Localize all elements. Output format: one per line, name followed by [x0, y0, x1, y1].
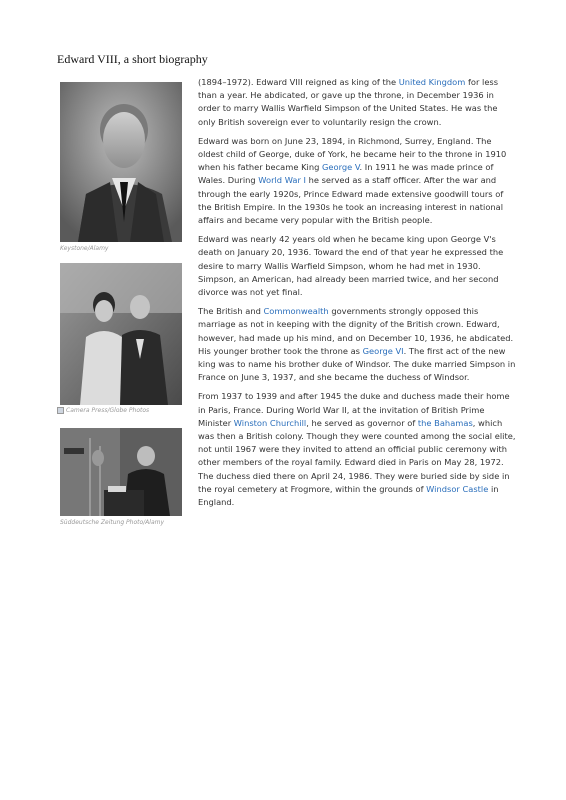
couple-photo — [60, 263, 182, 405]
photo-caption — [57, 407, 149, 414]
link-united-kingdom[interactable]: United Kingdom — [398, 77, 466, 87]
photo-caption: Süddeutsche Zeitung Photo/Alamy — [60, 519, 165, 526]
paragraph-text: , he served as governor of — [306, 417, 418, 428]
paragraph-text: , which was then a British colony. Though they were counted among the social elite, not until 1967 were they invited to attend an official public ceremony with other members of the royal family. Edward died in Paris on May 28, 1972. The duchess died there on April 24, 1986. They were buried side by side in the royal cemetery at Frogmore, within the grounds of — [198, 417, 516, 494]
couple-image — [60, 263, 182, 405]
paragraph-text: (1894–1972). Edward VIII reigned as king of the — [198, 77, 399, 87]
link-george-v[interactable]: George V — [322, 162, 360, 173]
link-world-war-i[interactable]: World War I — [258, 175, 306, 186]
paragraph-text: The British and — [198, 306, 264, 317]
paragraph-text: he served as a staff officer. After the war and through the early 1920s, Prince Edward made extensive goodwill tours of the British Empire. In the 1930s he took an increasing interest in national affairs and became very popular with the British people. — [198, 175, 504, 226]
biography-paragraph — [198, 390, 516, 509]
paragraph-text: governments strongly opposed this marriage as not in keeping with the dignity of the British crown. Edward, however, had made up his mind, and on December 10, 1936, he abdicated. His younger brother took the throne as — [198, 306, 514, 356]
broken-image-icon — [57, 407, 64, 414]
link-the-bahamas[interactable]: the Bahamas — [417, 417, 473, 428]
paragraph-text: Edward was born on June 23, 1894, in Richmond, Surrey, England. The oldest child of George, duke of York, he became heir to the throne in 1910 when his father became King — [198, 135, 507, 173]
paragraph-text: in England. — [198, 483, 499, 508]
biography-paragraph — [198, 76, 516, 129]
biography-paragraph — [198, 233, 516, 299]
link-winston-churchill[interactable]: Winston Churchill — [233, 417, 307, 428]
portrait-photo-edward — [60, 82, 182, 242]
biography-paragraph — [198, 305, 516, 384]
page-title: Edward VIII, a short biography — [57, 52, 208, 66]
paragraph-text: . The first act of the new king was to name his brother duke of Windsor. The duke married Simpson in France on June 3, 1937, and she became the duchess of Windsor. — [198, 345, 516, 383]
portrait-image — [60, 82, 182, 242]
link-windsor-castle[interactable]: Windsor Castle — [426, 483, 489, 494]
paragraph-text: Edward was nearly 42 years old when he became king upon George V's death on January 20, 1936. Toward the end of that year he expressed the desire to marry Wallis Warfield Simpson, whom he had met in 1930. Simpson, an American, had already been married twice, and her second divorce was not yet final. — [198, 234, 504, 298]
biography-paragraph — [198, 135, 516, 227]
link-commonwealth[interactable]: Commonwealth — [263, 306, 329, 317]
paragraph-text: . In 1911 he was made prince of Wales. During — [198, 162, 494, 186]
paragraph-text: for less than a year. He abdicated, or gave up the throne, in December 1936 in order to marry Wallis Warfield Simpson of the United States. He was the only British sovereign ever to voluntarily resign the crown. — [198, 77, 499, 127]
broadcast-photo — [60, 428, 182, 516]
broadcast-image — [60, 428, 182, 516]
photo-caption: Keystone/Alamy — [60, 245, 109, 252]
link-george-vi[interactable]: George VI — [362, 345, 404, 356]
paragraph-text: From 1937 to 1939 and after 1945 the duke and duchess made their home in Paris, France. During World War II, at the invitation of British Prime Minister — [198, 391, 510, 428]
photo-caption-text: Camera Press/Globe Photos — [66, 407, 150, 414]
biography-text — [198, 76, 516, 515]
